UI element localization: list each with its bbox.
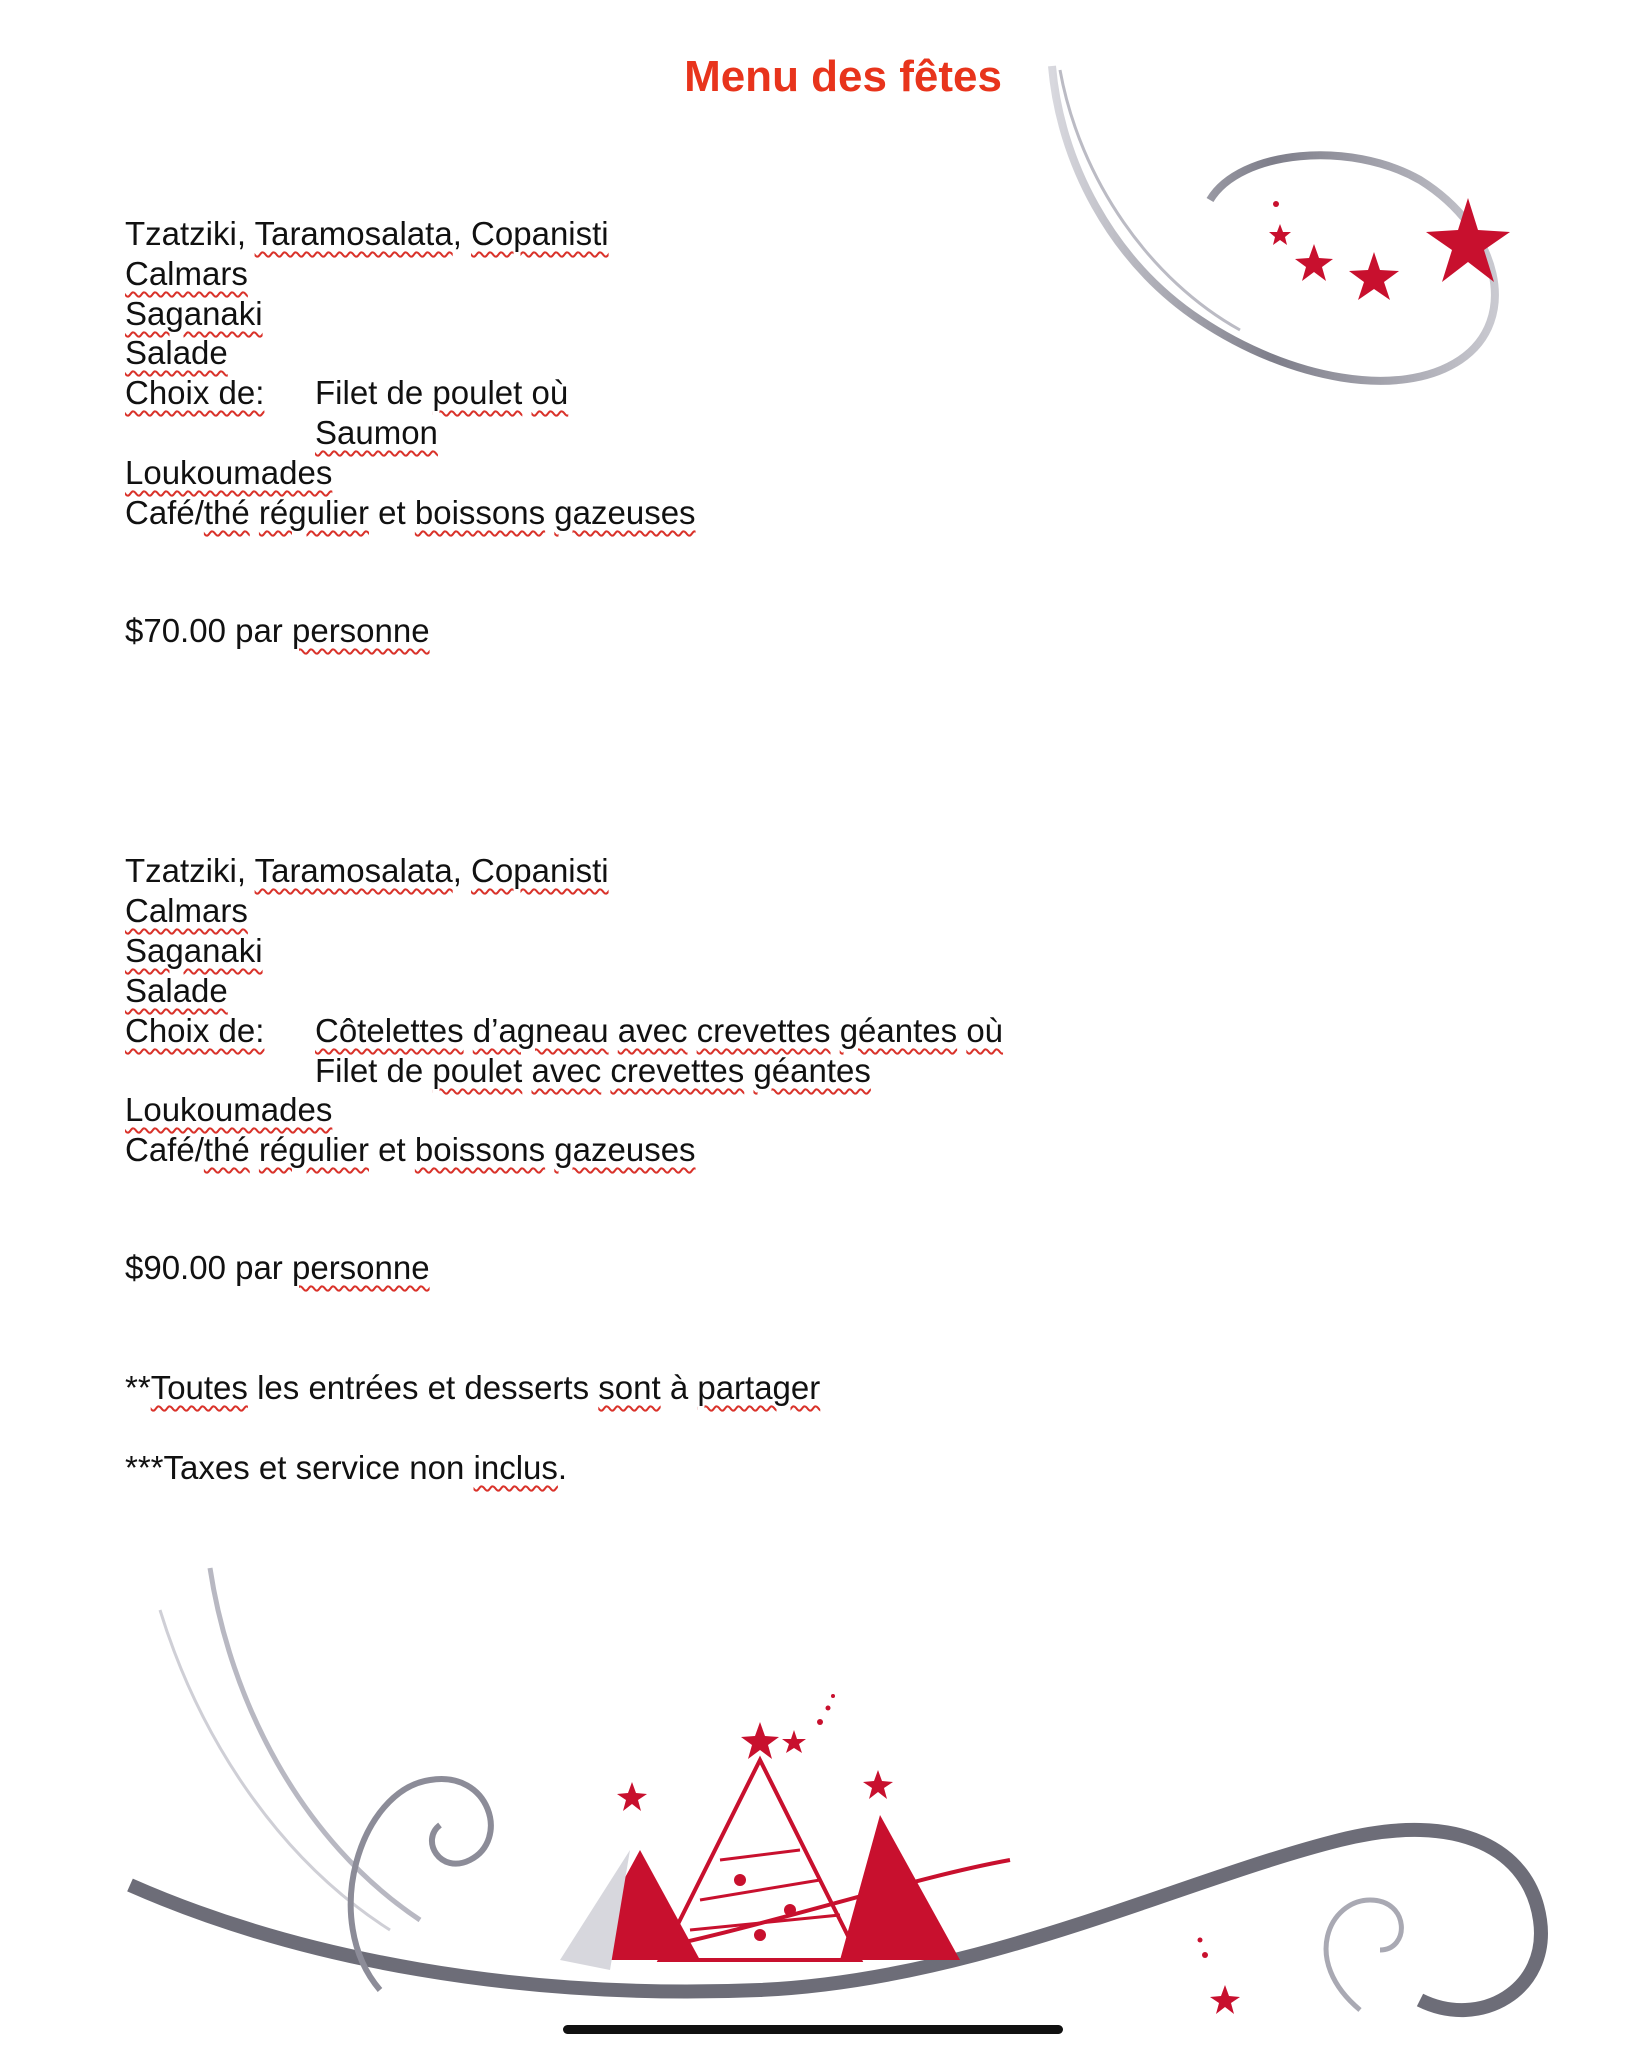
drinks-line: Café/thé régulier et boissons gazeuses xyxy=(125,494,696,531)
calmars-line: Calmars xyxy=(125,255,248,292)
calmars-line: Calmars xyxy=(125,892,248,929)
page-title: Menu des fêtes xyxy=(684,52,1002,101)
star-icon xyxy=(1210,1985,1240,2014)
home-indicator[interactable] xyxy=(563,2025,1063,2034)
choice-option-1: Côtelettes d’agneau avec crevettes géantes où xyxy=(315,1012,1004,1049)
dessert-line: Loukoumades xyxy=(125,454,333,491)
star-icon xyxy=(1269,224,1291,245)
top-stars-decoration xyxy=(1269,198,1510,300)
choice-option-2: Filet de poulet avec crevettes géantes xyxy=(315,1052,871,1089)
note-taxes: ***Taxes et service non inclus. xyxy=(125,1449,568,1486)
dessert-line: Loukoumades xyxy=(125,1091,333,1128)
price-line: $70.00 par personne xyxy=(125,612,430,649)
choice-label: Choix de: xyxy=(125,374,265,411)
star-icon xyxy=(741,1722,779,1759)
dips-line: Tzatziki, Taramosalata, Copanisti xyxy=(125,215,609,252)
star-icon xyxy=(1349,252,1399,300)
star-icon xyxy=(617,1782,647,1811)
salade-line: Salade xyxy=(125,334,228,371)
star-icon xyxy=(782,1730,806,1753)
choice-option-2: Saumon xyxy=(315,414,438,451)
price-line: $90.00 par personne xyxy=(125,1249,430,1286)
star-icon xyxy=(1426,198,1510,282)
choice-option-1: Filet de poulet où xyxy=(315,374,569,411)
saganaki-line: Saganaki xyxy=(125,932,263,969)
christmas-tree-icon xyxy=(560,1760,960,1970)
top-swirl-decoration xyxy=(1052,66,1495,381)
star-icon xyxy=(1295,244,1333,281)
salade-line: Salade xyxy=(125,972,228,1009)
choice-label: Choix de: xyxy=(125,1012,265,1049)
star-icon xyxy=(863,1770,893,1799)
saganaki-line: Saganaki xyxy=(125,295,263,332)
note-sharing: **Toutes les entrées et desserts sont à partager xyxy=(125,1369,821,1406)
bottom-swirl-decoration xyxy=(130,1568,1541,2010)
dips-line: Tzatziki, Taramosalata, Copanisti xyxy=(125,852,609,889)
drinks-line: Café/thé régulier et boissons gazeuses xyxy=(125,1131,696,1168)
